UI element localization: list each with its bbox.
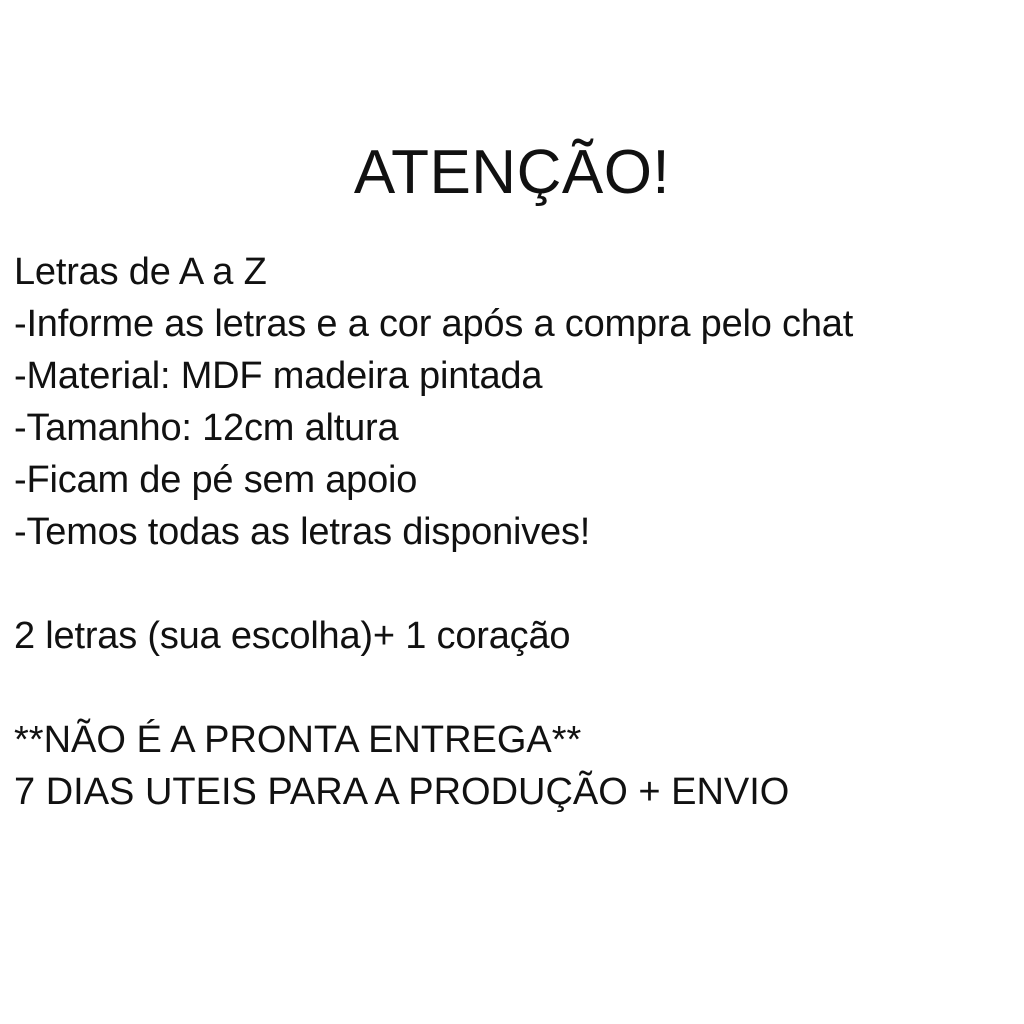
description-line: -Temos todas as letras disponives! bbox=[14, 511, 591, 553]
description-spacer bbox=[14, 662, 1014, 714]
page-title: ATENÇÃO! bbox=[353, 138, 671, 207]
description-line: 2 letras (sua escolha)+ 1 coração bbox=[14, 615, 571, 657]
description-line: -Informe as letras e a cor após a compra pelo chat bbox=[14, 303, 854, 345]
description-line: -Tamanho: 12cm altura bbox=[14, 407, 399, 449]
description-line: -Material: MDF madeira pintada bbox=[14, 355, 543, 397]
description-text-block bbox=[14, 246, 1014, 818]
description-line: 7 DIAS UTEIS PARA A PRODUÇÃO + ENVIO bbox=[14, 771, 790, 813]
description-line: -Ficam de pé sem apoio bbox=[14, 459, 418, 501]
description-line: **NÃO É A PRONTA ENTREGA** bbox=[14, 719, 582, 761]
description-line: Letras de A a Z bbox=[14, 251, 267, 293]
description-spacer bbox=[14, 558, 1014, 610]
